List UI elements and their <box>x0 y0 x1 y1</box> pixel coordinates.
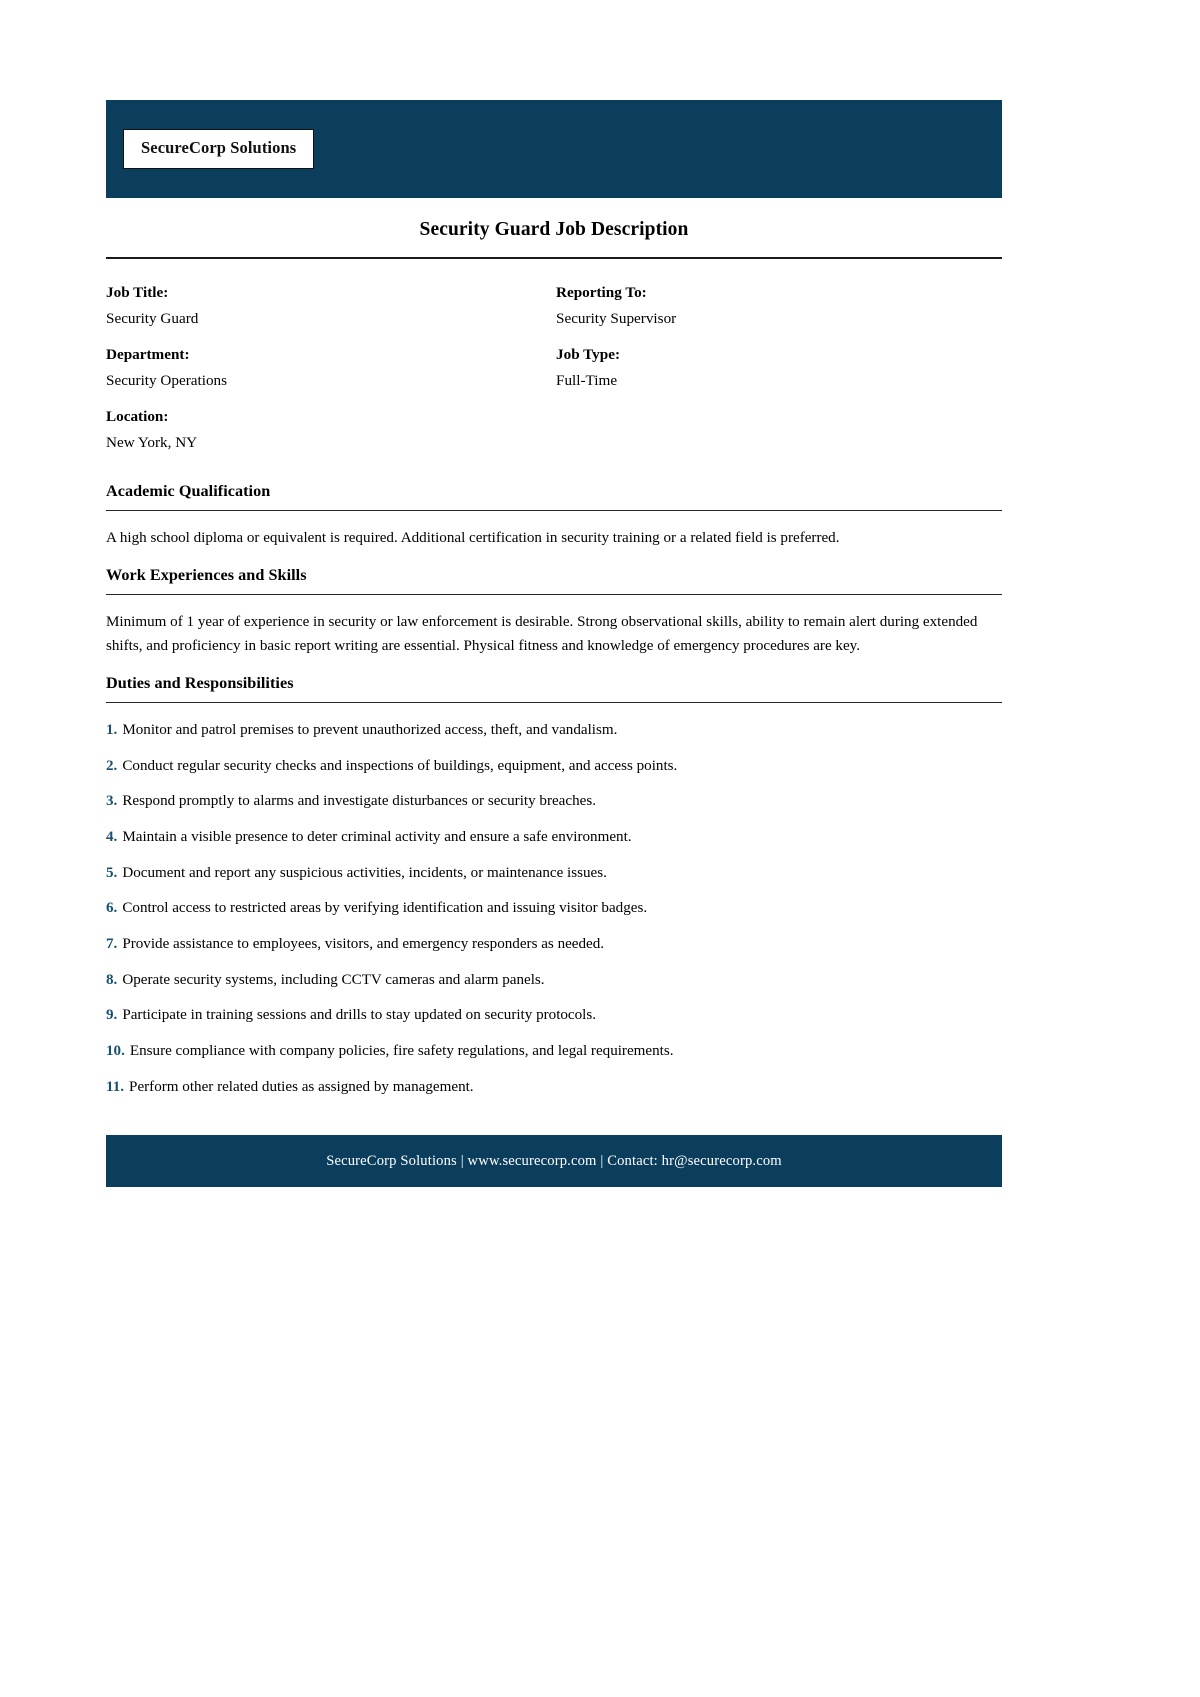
company-logo: SecureCorp Solutions <box>123 129 314 169</box>
info-label: Department: <box>106 345 190 363</box>
list-item <box>106 755 1002 778</box>
list-item <box>106 969 1002 992</box>
section-heading: Work Experiences and Skills <box>106 566 307 585</box>
section-academic-qualification <box>106 482 1002 551</box>
section-heading: Academic Qualification <box>106 482 271 501</box>
duty-text: Monitor and patrol premises to prevent unauthorized access, theft, and vandalism. <box>122 722 618 739</box>
duty-number: 2. <box>106 757 118 774</box>
info-field-job-title <box>106 282 556 344</box>
duty-text: Control access to restricted areas by verifying identification and issuing visitor badges. <box>122 900 648 917</box>
section-divider <box>106 594 1002 595</box>
info-field-location <box>106 406 1002 468</box>
duties-list <box>106 719 1002 1098</box>
duty-text: Operate security systems, including CCTV cameras and alarm panels. <box>122 971 545 988</box>
info-field-job-type <box>556 344 1002 406</box>
duty-text: Maintain a visible presence to deter criminal activity and ensure a safe environment. <box>122 829 632 846</box>
duty-number: 9. <box>106 1007 118 1024</box>
duty-number: 4. <box>106 829 118 846</box>
info-value: Security Guard <box>106 310 199 328</box>
info-value: Security Operations <box>106 371 228 389</box>
section-work-experiences-and-skills <box>106 566 1002 659</box>
duty-text: Ensure compliance with company policies, fire safety regulations, and legal requirements. <box>129 1042 674 1059</box>
section-divider <box>106 702 1002 703</box>
job-info-grid <box>106 282 1002 467</box>
list-item <box>106 790 1002 813</box>
list-item <box>106 1076 1002 1099</box>
duty-text: Respond promptly to alarms and investigate disturbances or security breaches. <box>122 793 596 810</box>
duty-number: 11. <box>106 1078 125 1095</box>
section-body: Minimum of 1 year of experience in security or law enforcement is desirable. Strong observational skills, ability to remain alert during extended shifts, and proficiency in basic report writing are essential. Physical fitness and knowledge of emergency procedures are key. <box>106 614 978 655</box>
duty-number: 5. <box>106 864 118 881</box>
duty-number: 1. <box>106 722 118 739</box>
duty-text: Participate in training sessions and drills to stay updated on security protocols. <box>122 1007 597 1024</box>
duty-number: 3. <box>106 793 118 810</box>
duty-number: 10. <box>106 1042 125 1059</box>
duty-text: Conduct regular security checks and inspections of buildings, equipment, and access points. <box>122 757 678 774</box>
list-item <box>106 719 1002 742</box>
duty-text: Document and report any suspicious activities, incidents, or maintenance issues. <box>122 864 607 881</box>
duty-text: Perform other related duties as assigned by management. <box>129 1078 474 1095</box>
info-label: Reporting To: <box>556 284 647 301</box>
info-value: New York, NY <box>106 433 198 451</box>
document-footer-band <box>106 1135 1002 1187</box>
section-heading: Duties and Responsibilities <box>106 674 294 693</box>
info-label: Job Title: <box>106 284 169 301</box>
document-body <box>106 100 1002 1187</box>
info-label: Location: <box>106 407 169 425</box>
info-label: Job Type: <box>556 345 620 363</box>
list-item <box>106 862 1002 885</box>
info-value: Full-Time <box>556 371 618 389</box>
section-divider <box>106 510 1002 511</box>
footer-contact-text: SecureCorp Solutions | www.securecorp.com | Contact: hr@securecorp.com <box>326 1152 782 1169</box>
title-divider <box>106 257 1002 259</box>
list-item <box>106 1040 1002 1063</box>
list-item <box>106 826 1002 849</box>
list-item <box>106 1004 1002 1027</box>
info-field-department <box>106 344 556 406</box>
info-field-reporting-to <box>556 282 1002 344</box>
section-body: A high school diploma or equivalent is required. Additional certification in security training or a related field is preferred. <box>106 530 840 547</box>
page-title: Security Guard Job Description <box>419 219 689 240</box>
duty-number: 6. <box>106 900 118 917</box>
list-item <box>106 897 1002 920</box>
duty-text: Provide assistance to employees, visitors, and emergency responders as needed. <box>122 936 605 953</box>
section-duties-and-responsibilities <box>106 674 1002 1098</box>
document-header-band <box>106 100 1002 198</box>
list-item <box>106 933 1002 956</box>
duty-number: 8. <box>106 971 118 988</box>
duty-number: 7. <box>106 936 118 953</box>
info-value: Security Supervisor <box>556 310 677 328</box>
